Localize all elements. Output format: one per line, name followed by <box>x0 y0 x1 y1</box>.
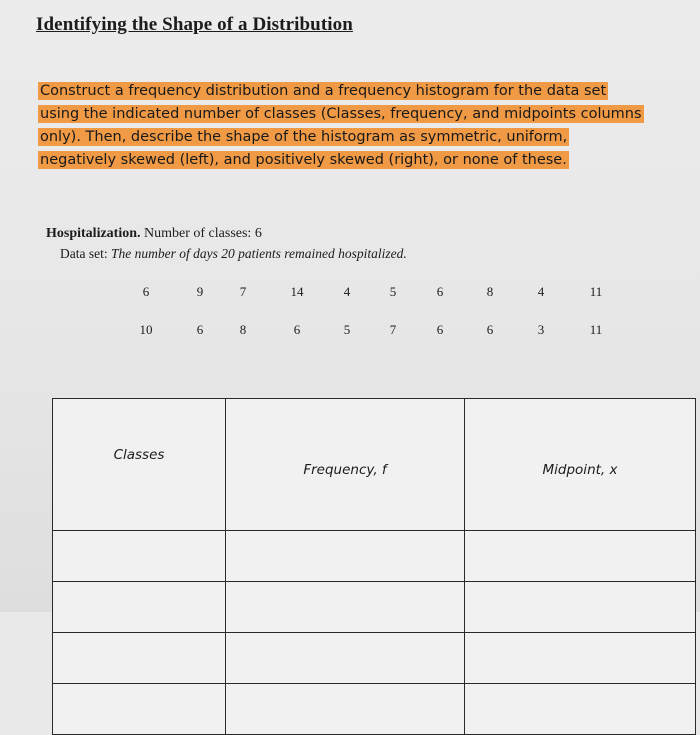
table-row <box>53 582 696 633</box>
data-value: 6 <box>486 322 494 337</box>
data-value: 6 <box>293 322 301 337</box>
data-value: 11 <box>589 284 603 299</box>
header-frequency: Frequency, f <box>226 399 465 531</box>
data-value: 11 <box>589 322 603 337</box>
frequency-cell[interactable] <box>226 531 465 582</box>
data-value: 5 <box>343 322 351 337</box>
data-value: 6 <box>142 284 150 299</box>
problem-heading <box>46 226 262 242</box>
data-value: 10 <box>139 322 153 337</box>
frequency-cell[interactable] <box>226 582 465 633</box>
table-row <box>53 633 696 684</box>
table-row <box>53 684 696 735</box>
instruction-line-3: only). Then, describe the shape of the histogram as symmetric, uniform, <box>40 129 568 145</box>
instruction-line-2: using the indicated number of classes (Classes, frequency, and midpoints columns <box>40 106 642 122</box>
data-value: 8 <box>239 322 247 337</box>
dataset-description: The number of days 20 patients remained hospitalized. <box>110 246 407 261</box>
table-header-row <box>53 399 696 531</box>
classes-cell[interactable] <box>53 633 226 684</box>
header-classes: Classes <box>53 399 226 531</box>
data-value: 6 <box>196 322 204 337</box>
dataset-line <box>60 246 407 262</box>
header-midpoint: Midpoint, x <box>465 399 696 531</box>
data-value: 6 <box>436 322 444 337</box>
data-value: 4 <box>537 284 545 299</box>
data-value: 9 <box>196 284 204 299</box>
midpoint-cell[interactable] <box>465 531 696 582</box>
classes-cell[interactable] <box>53 684 226 735</box>
data-row-1 <box>0 284 700 302</box>
data-value: 7 <box>239 284 247 299</box>
table-row <box>53 531 696 582</box>
data-row-2 <box>0 322 700 340</box>
frequency-table <box>52 398 696 735</box>
problem-name: Hospitalization. <box>46 226 141 241</box>
data-value: 8 <box>486 284 494 299</box>
midpoint-cell[interactable] <box>465 633 696 684</box>
classes-cell[interactable] <box>53 582 226 633</box>
page-title: Identifying the Shape of a Distribution <box>36 14 353 35</box>
data-value: 14 <box>290 284 304 299</box>
data-value: 3 <box>537 322 545 337</box>
frequency-cell[interactable] <box>226 633 465 684</box>
data-value: 5 <box>389 284 397 299</box>
frequency-cell[interactable] <box>226 684 465 735</box>
data-value: 7 <box>389 322 397 337</box>
instruction-line-4: negatively skewed (left), and positively skewed (right), or none of these. <box>40 152 567 168</box>
number-of-classes: Number of classes: 6 <box>144 226 262 241</box>
data-value: 4 <box>343 284 351 299</box>
data-value: 6 <box>436 284 444 299</box>
instruction-line-1: Construct a frequency distribution and a frequency histogram for the data set <box>40 83 607 99</box>
dataset-label: Data set: <box>60 246 108 261</box>
classes-cell[interactable] <box>53 531 226 582</box>
midpoint-cell[interactable] <box>465 684 696 735</box>
instructions <box>38 80 698 172</box>
midpoint-cell[interactable] <box>465 582 696 633</box>
